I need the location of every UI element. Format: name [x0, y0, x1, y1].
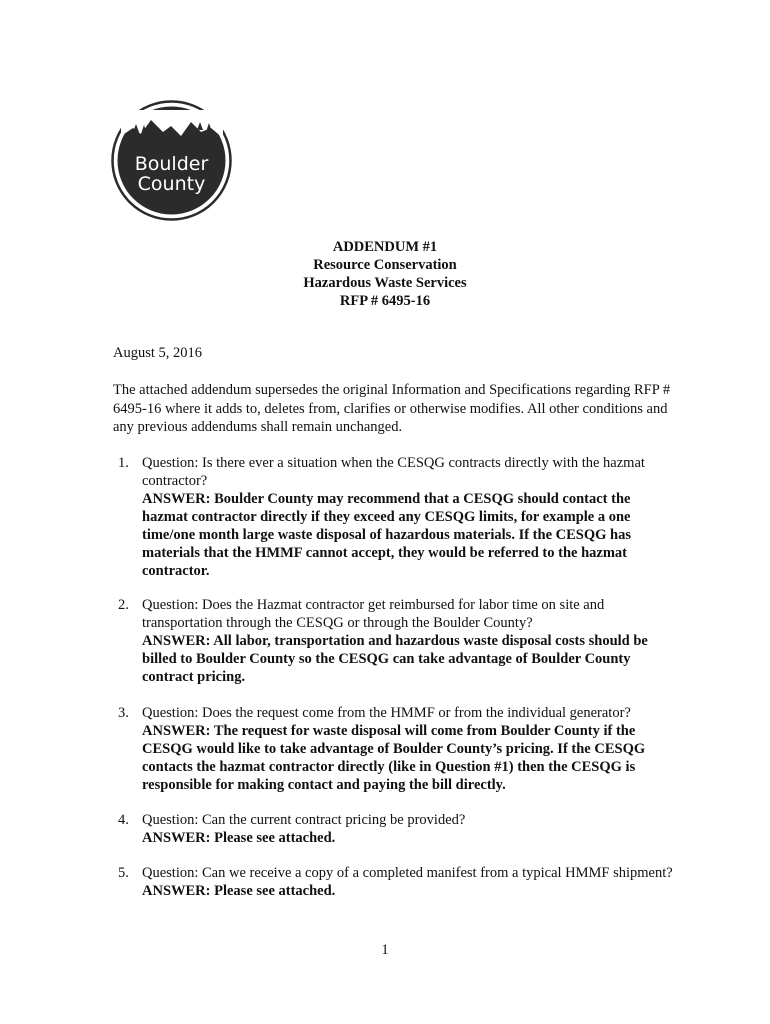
- department-name: Resource Conservation: [313, 257, 457, 273]
- item-number: 3.: [118, 705, 129, 721]
- answer-text: ANSWER: All labor, transportation and hazardous waste disposal costs should be billed to Boulder County so the CESQG can take advantage of Boulder County contract pricing.: [142, 633, 648, 685]
- logo-text-line2: County: [137, 173, 206, 195]
- rfp-number: RFP # 6495-16: [339, 293, 431, 309]
- service-name: Hazardous Waste Services: [303, 275, 467, 291]
- answer-text: ANSWER: Boulder County may recommend that a CESQG should contact the hazmat contractor directly if they exceed any CESQG limits, for example a one time/one month large waste disposal of hazardous materials. If the CESQG has materials that the HMMF cannot accept, they would be referred to the hazmat contractor.: [142, 491, 631, 579]
- question-text: Question: Can we receive a copy of a completed manifest from a typical HMMF shipment?: [142, 865, 673, 881]
- question-text: Question: Can the current contract pricing be provided?: [142, 812, 466, 828]
- logo-text-line1: Boulder: [134, 153, 209, 175]
- list-item: [113, 454, 673, 580]
- intro-paragraph: The attached addendum supersedes the original Information and Specifications regarding RFP # 6495-16 where it adds to, deletes from, clarifies or otherwise modifies. All other conditions and any previous addendums shall remain unchanged.: [113, 382, 671, 435]
- document-date: August 5, 2016: [113, 345, 203, 361]
- boulder-county-logo: [111, 100, 232, 221]
- item-number: 2.: [118, 597, 129, 613]
- addendum-number: ADDENDUM #1: [332, 239, 438, 255]
- list-item: [113, 864, 673, 900]
- question-text: Question: Does the Hazmat contractor get reimbursed for labor time on site and transportation through the CESQG or through the Boulder County?: [142, 597, 605, 631]
- item-number: 1.: [118, 455, 129, 471]
- answer-text: ANSWER: The request for waste disposal will come from Boulder County if the CESQG would like to take advantage of Boulder County’s pricing. If the CESQG contacts the hazmat contractor directly (like in Question #1) then the CESQG is responsible for making contact and paying the bill directly.: [142, 723, 646, 793]
- addendum-title-block: [0, 238, 770, 310]
- answer-text: ANSWER: Please see attached.: [142, 883, 336, 899]
- item-number: 4.: [118, 812, 129, 828]
- list-item: [113, 704, 673, 794]
- list-item: [113, 596, 673, 686]
- answer-text: ANSWER: Please see attached.: [142, 830, 336, 846]
- question-text: Question: Is there ever a situation when the CESQG contracts directly with the hazmat contractor?: [142, 455, 645, 489]
- list-item: [113, 811, 465, 847]
- item-number: 5.: [118, 865, 129, 881]
- page-number: 1: [381, 942, 389, 958]
- question-text: Question: Does the request come from the HMMF or from the individual generator?: [142, 705, 631, 721]
